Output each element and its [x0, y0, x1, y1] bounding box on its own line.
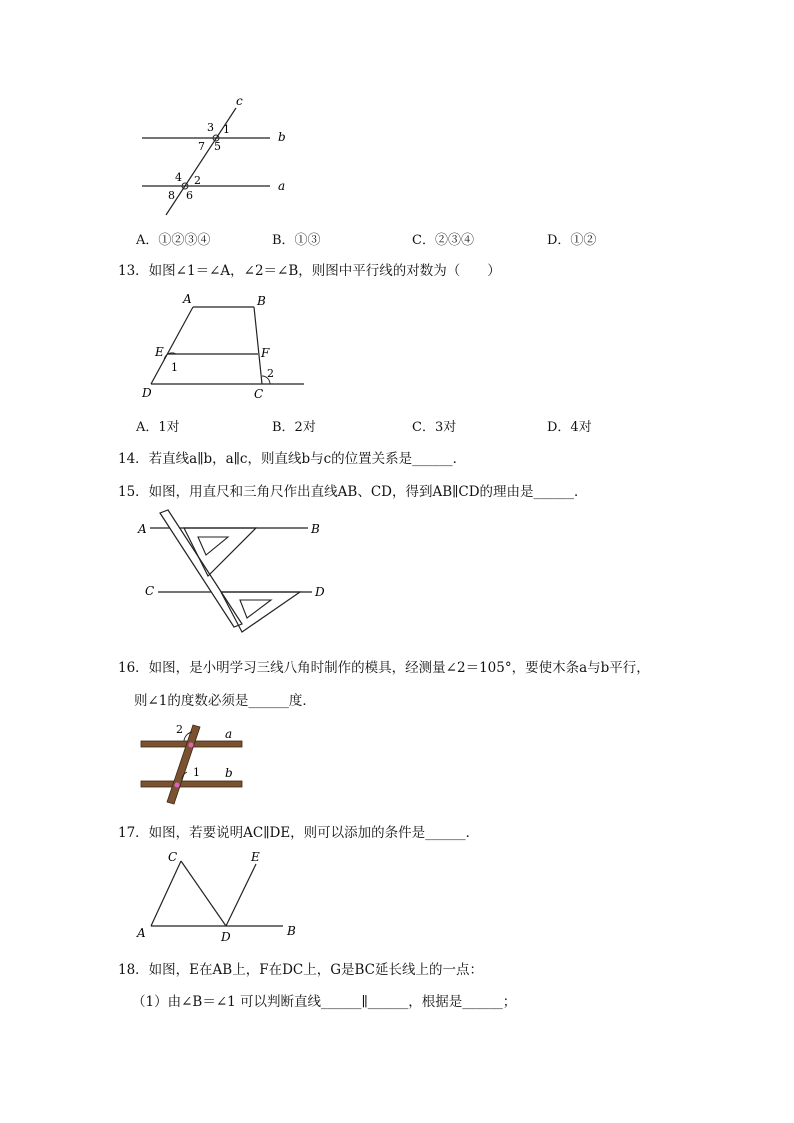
angle-label-2: 2	[176, 723, 183, 736]
q16-text-line1: 16．如图，是小明学习三线八角时制作的模具，经测量∠2＝105°，要使木条a与b平行，	[118, 660, 650, 676]
label-B: B	[257, 294, 266, 308]
label-A: A	[137, 926, 146, 940]
label-b: b	[278, 130, 286, 144]
q12-option-d[interactable]: D．①②	[547, 233, 597, 248]
q12-option-c[interactable]: C．②③④	[412, 233, 474, 248]
label-C: C	[168, 850, 178, 864]
label-B: B	[311, 522, 320, 536]
label-C: C	[145, 584, 155, 598]
label-E: E	[251, 850, 260, 864]
label-E: E	[155, 345, 164, 359]
label-D: D	[221, 930, 231, 944]
q16-text-line2: 则∠1的度数必须是______度．	[134, 693, 316, 709]
label-B: B	[287, 924, 296, 938]
angle-label-7: 7	[198, 140, 205, 153]
angle-label-5: 5	[214, 140, 221, 153]
label-a: a	[225, 727, 233, 741]
q13-option-c[interactable]: C．3对	[412, 420, 457, 435]
angle-label-1: 1	[193, 766, 200, 779]
label-a: a	[278, 179, 286, 193]
label-D: D	[142, 386, 152, 400]
q13-option-b[interactable]: B．2对	[272, 420, 316, 435]
q15-text: 15．如图，用直尺和三角尺作出直线AB、CD，得到AB∥CD的理由是______．	[118, 484, 588, 500]
q12-option-a[interactable]: A．①②③④	[136, 233, 211, 248]
angle-label-8: 8	[168, 189, 175, 202]
q12-option-b[interactable]: B．①③	[272, 233, 321, 248]
angle-label-2: 2	[194, 174, 201, 187]
label-C: C	[254, 387, 264, 401]
label-F: F	[261, 346, 270, 360]
q13-text: 13．如图∠1＝∠A，∠2＝∠B，则图中平行线的对数为（ ）	[118, 263, 501, 279]
label-c: c	[236, 94, 243, 108]
angle-label-1: 1	[223, 123, 230, 136]
q14-text: 14．若直线a∥b，a∥c，则直线b与c的位置关系是______．	[118, 451, 467, 467]
q18-sub1: （1）由∠B＝∠1 可以判断直线______∥______，根据是______；	[132, 994, 517, 1010]
label-A: A	[138, 522, 147, 536]
label-A: A	[183, 292, 192, 306]
angle-label-3: 3	[207, 121, 214, 134]
angle-label-2: 2	[267, 367, 274, 380]
q13-option-d[interactable]: D．4对	[547, 420, 592, 435]
label-D: D	[315, 585, 325, 599]
angle-label-1: 1	[171, 361, 178, 374]
q18-text: 18．如图，E在AB上，F在DC上，G是BC延长线上的一点：	[118, 962, 484, 978]
label-b: b	[225, 766, 233, 780]
q17-text: 17．如图，若要说明AC∥DE，则可以添加的条件是______．	[118, 825, 480, 841]
angle-label-6: 6	[186, 189, 193, 202]
angle-label-4: 4	[175, 171, 182, 184]
q13-option-a[interactable]: A．1对	[136, 420, 180, 435]
